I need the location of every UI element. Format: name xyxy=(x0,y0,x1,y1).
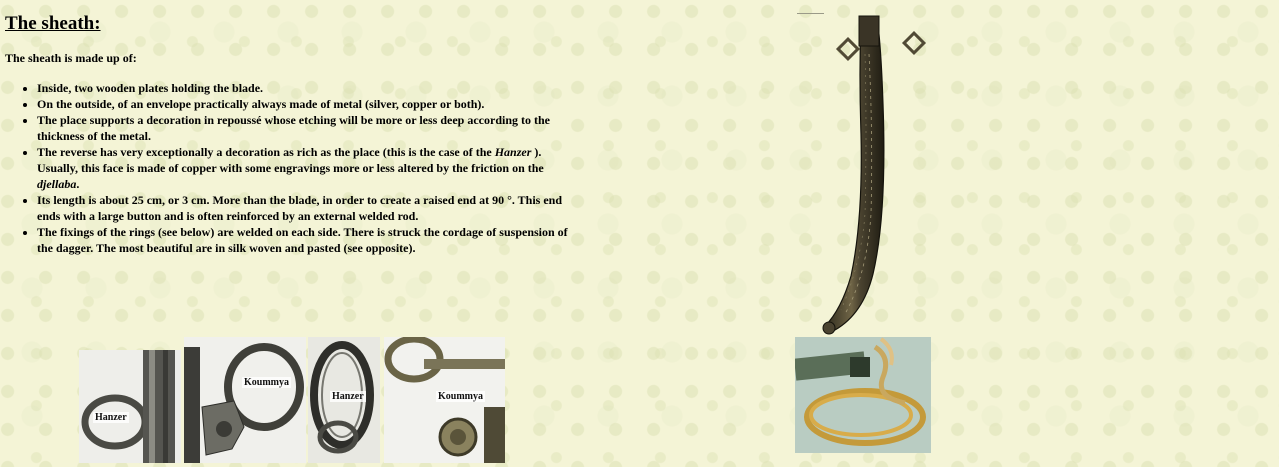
label-hanzer: Hanzer xyxy=(332,391,364,402)
list-item: • The fixings of the rings (see below) are welded on each side. There is struck the cordage of suspension of the dagger. The most beautiful are in silk woven and pasted (see opposite). xyxy=(37,224,585,256)
ring-image-koummya-1 xyxy=(184,337,306,463)
cord-image xyxy=(795,337,931,453)
ring-image-koummya-2 xyxy=(384,337,505,463)
sheath-image xyxy=(795,14,935,338)
label-koummya: Koummya xyxy=(244,377,289,388)
list-item: • The place supports a decoration in repoussé whose etching will be more or less deep according to the thickness of the metal. xyxy=(37,112,585,144)
list-item: • Its length is about 25 cm, or 3 cm. More than the blade, in order to create a raised end at 90 °. This end ends with a large button and is often reinforced by an external welded rod. xyxy=(37,192,585,224)
main-content xyxy=(5,10,585,256)
label-hanzer: Hanzer xyxy=(95,412,127,423)
list-item: • On the outside, of an envelope practically always made of metal (silver, copper or both). xyxy=(37,96,585,112)
term-djellaba: djellaba xyxy=(37,177,77,191)
term-hanzer: Hanzer xyxy=(494,145,532,159)
ring-image-hanzer-1 xyxy=(79,350,181,463)
sheath-parts-list xyxy=(5,80,585,256)
list-item: • Inside, two wooden plates holding the blade. xyxy=(37,80,585,96)
intro-text: The sheath is made up of: xyxy=(5,51,137,65)
list-item: • The reverse has very exceptionally a decoration as rich as the place (this is the case of the Hanzer ). Usually, this face is made of copper with some engravings more or less altered by the friction on the djellaba. xyxy=(37,144,585,192)
section-title: The sheath: xyxy=(5,13,101,34)
ring-image-hanzer-2 xyxy=(308,337,380,463)
label-koummya: Koummya xyxy=(438,391,483,402)
